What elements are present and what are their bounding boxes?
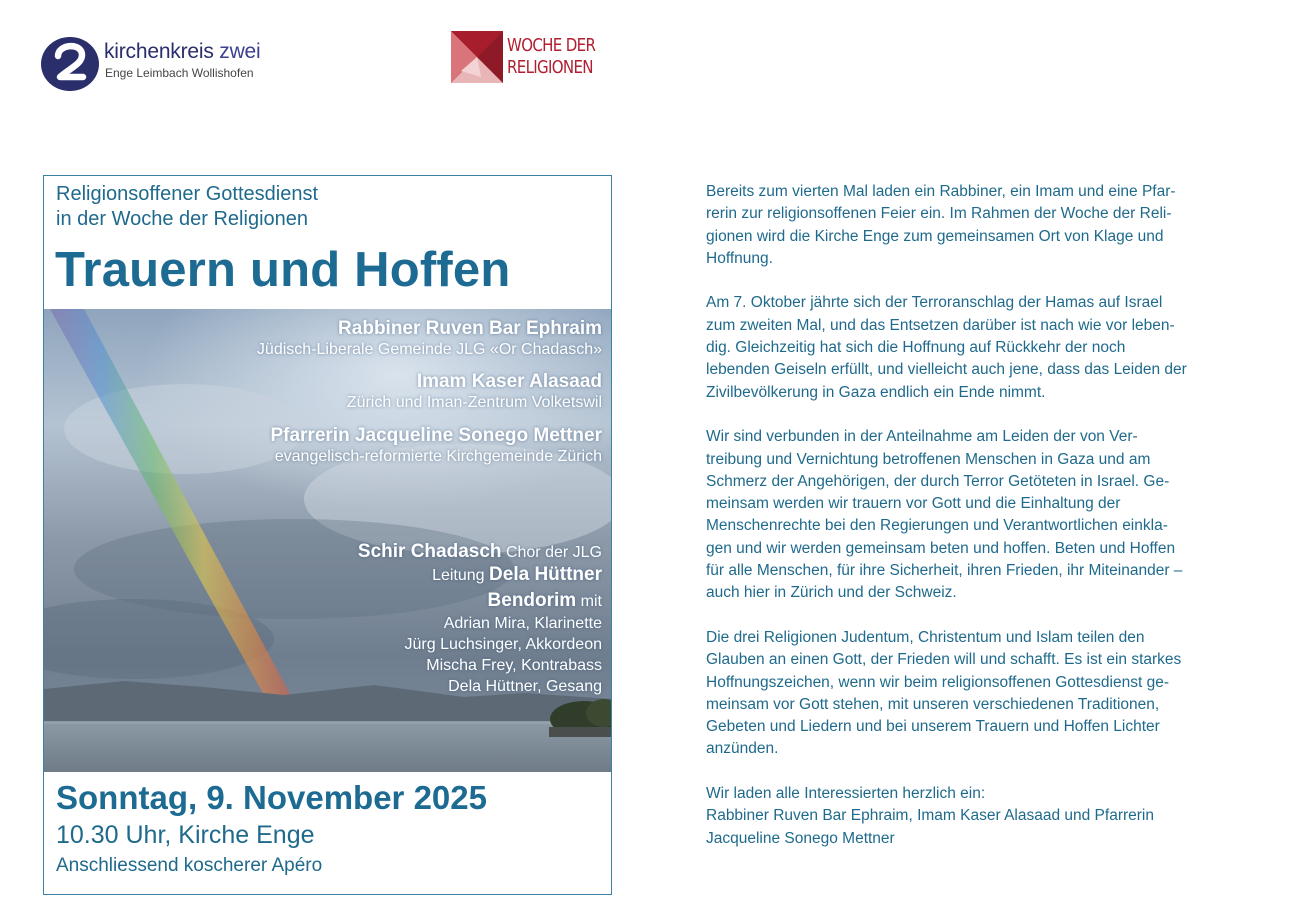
woche-der-religionen-logo	[451, 31, 611, 85]
event-poster	[43, 175, 612, 895]
woche-religionen-wordmark: WOCHE DER RELIGIONEN	[507, 36, 596, 78]
paragraph: Die drei Religionen Judentum, Christentum und Islam teilen den Glauben an einen Gott, der Frieden will und schafft. Es ist ein starkes Hoffnungszeichen, wenn wir beim religionsoffenen Gottesdienst ge- meinsam vor Gott stehen, mit unseren verschiedenen Traditionen, Gebeten und Liedern und bei unserem Trauern und Hoffen Lichter anzünden.	[706, 628, 1182, 758]
poster-title: Trauern und Hoffen	[55, 243, 511, 297]
person-name: Pfarrerin Jacqueline Sonego Mettner	[270, 425, 602, 446]
band-member: Jürg Luchsinger, Akkordeon	[404, 636, 602, 653]
music-credits	[358, 541, 602, 697]
paragraph: Wir laden alle Interessierten herzlich ein: Rabbiner Ruven Bar Ephraim, Imam Kaser Alasaad und Pfarrerin Jacqueline Sonego Mettner	[706, 785, 1154, 847]
band-member: Mischa Frey, Kontrabass	[426, 657, 602, 674]
choir-line: Schir Chadasch Chor der JLG	[357, 541, 602, 562]
band-line: Bendorim mit	[487, 590, 602, 611]
event-after-note: Anschliessend koscherer Apéro	[56, 855, 323, 876]
band-member: Adrian Mira, Klarinette	[443, 615, 602, 632]
poster-header: Religionsoffener Gottesdienst in der Woche der Religionen	[56, 183, 319, 230]
kirchenkreis-2-icon	[38, 30, 102, 94]
kirchenkreis-zwei-logo	[38, 30, 298, 96]
participants-list	[257, 317, 602, 466]
person-org: evangelisch-reformierte Kirchgemeinde Zürich	[274, 448, 602, 465]
event-date: Sonntag, 9. November 2025	[56, 779, 487, 816]
person-org: Jüdisch-Liberale Gemeinde JLG «Or Chadasch»	[256, 341, 602, 358]
kirchenkreis-name: kirchenkreis zwei	[104, 40, 261, 63]
description-text	[706, 181, 1251, 872]
band-member: Dela Hüttner, Gesang	[448, 678, 602, 695]
woche-religionen-emblem-icon	[451, 31, 503, 83]
rainbow-lake-photo	[44, 309, 612, 772]
person-org: Zürich und Iman-Zentrum Volketswil	[346, 394, 602, 411]
paragraph: Bereits zum vierten Mal laden ein Rabbiner, ein Imam und eine Pfar- rerin zur religionsoffenen Feier ein. Im Rahmen der Woche der Reli- gionen wird die Kirche Enge zum gemeinsamen Ort von Klage und Hoffnung.	[706, 183, 1176, 267]
paragraph: Wir sind verbunden in der Anteilnahme am Leiden der von Ver- treibung und Vernichtung betroffenen Menschen in Gaza und am Schmerz der Angehörigen, der durch Terror Getöteten in Israel. Ge- meinsam werden wir trauern vor Gott und die Einhaltung der Menschenrechte bei den Regierungen und Verantwortlichen einkla- gen und wir werden gemeinsam beten und hoffen. Beten und Hoffen für alle Menschen, für ihre Sicherheit, ihren Frieden, ihr Miteinander – auch hier in Zürich und der Schweiz.	[706, 428, 1183, 602]
kirchenkreis-subtitle: Enge Leimbach Wollishofen	[105, 66, 254, 80]
person-name: Rabbiner Ruven Bar Ephraim	[338, 318, 602, 339]
choir-lead-line: Leitung Dela Hüttner	[432, 564, 602, 585]
paragraph: Am 7. Oktober jährte sich der Terroranschlag der Hamas auf Israel zum zweiten Mal, und das Entsetzen darüber ist nach wie vor leben- dig. Gleichzeitig hat sich die Hoffnung auf Rückkehr der noch lebenden Geiseln erfüllt, und vielleicht auch jene, dass das Leiden der Zivilbevölkerung in Gaza endlich ein Ende nimmt.	[706, 294, 1187, 401]
person-name: Imam Kaser Alasaad	[416, 371, 602, 392]
event-time-place: 10.30 Uhr, Kirche Enge	[56, 821, 315, 849]
